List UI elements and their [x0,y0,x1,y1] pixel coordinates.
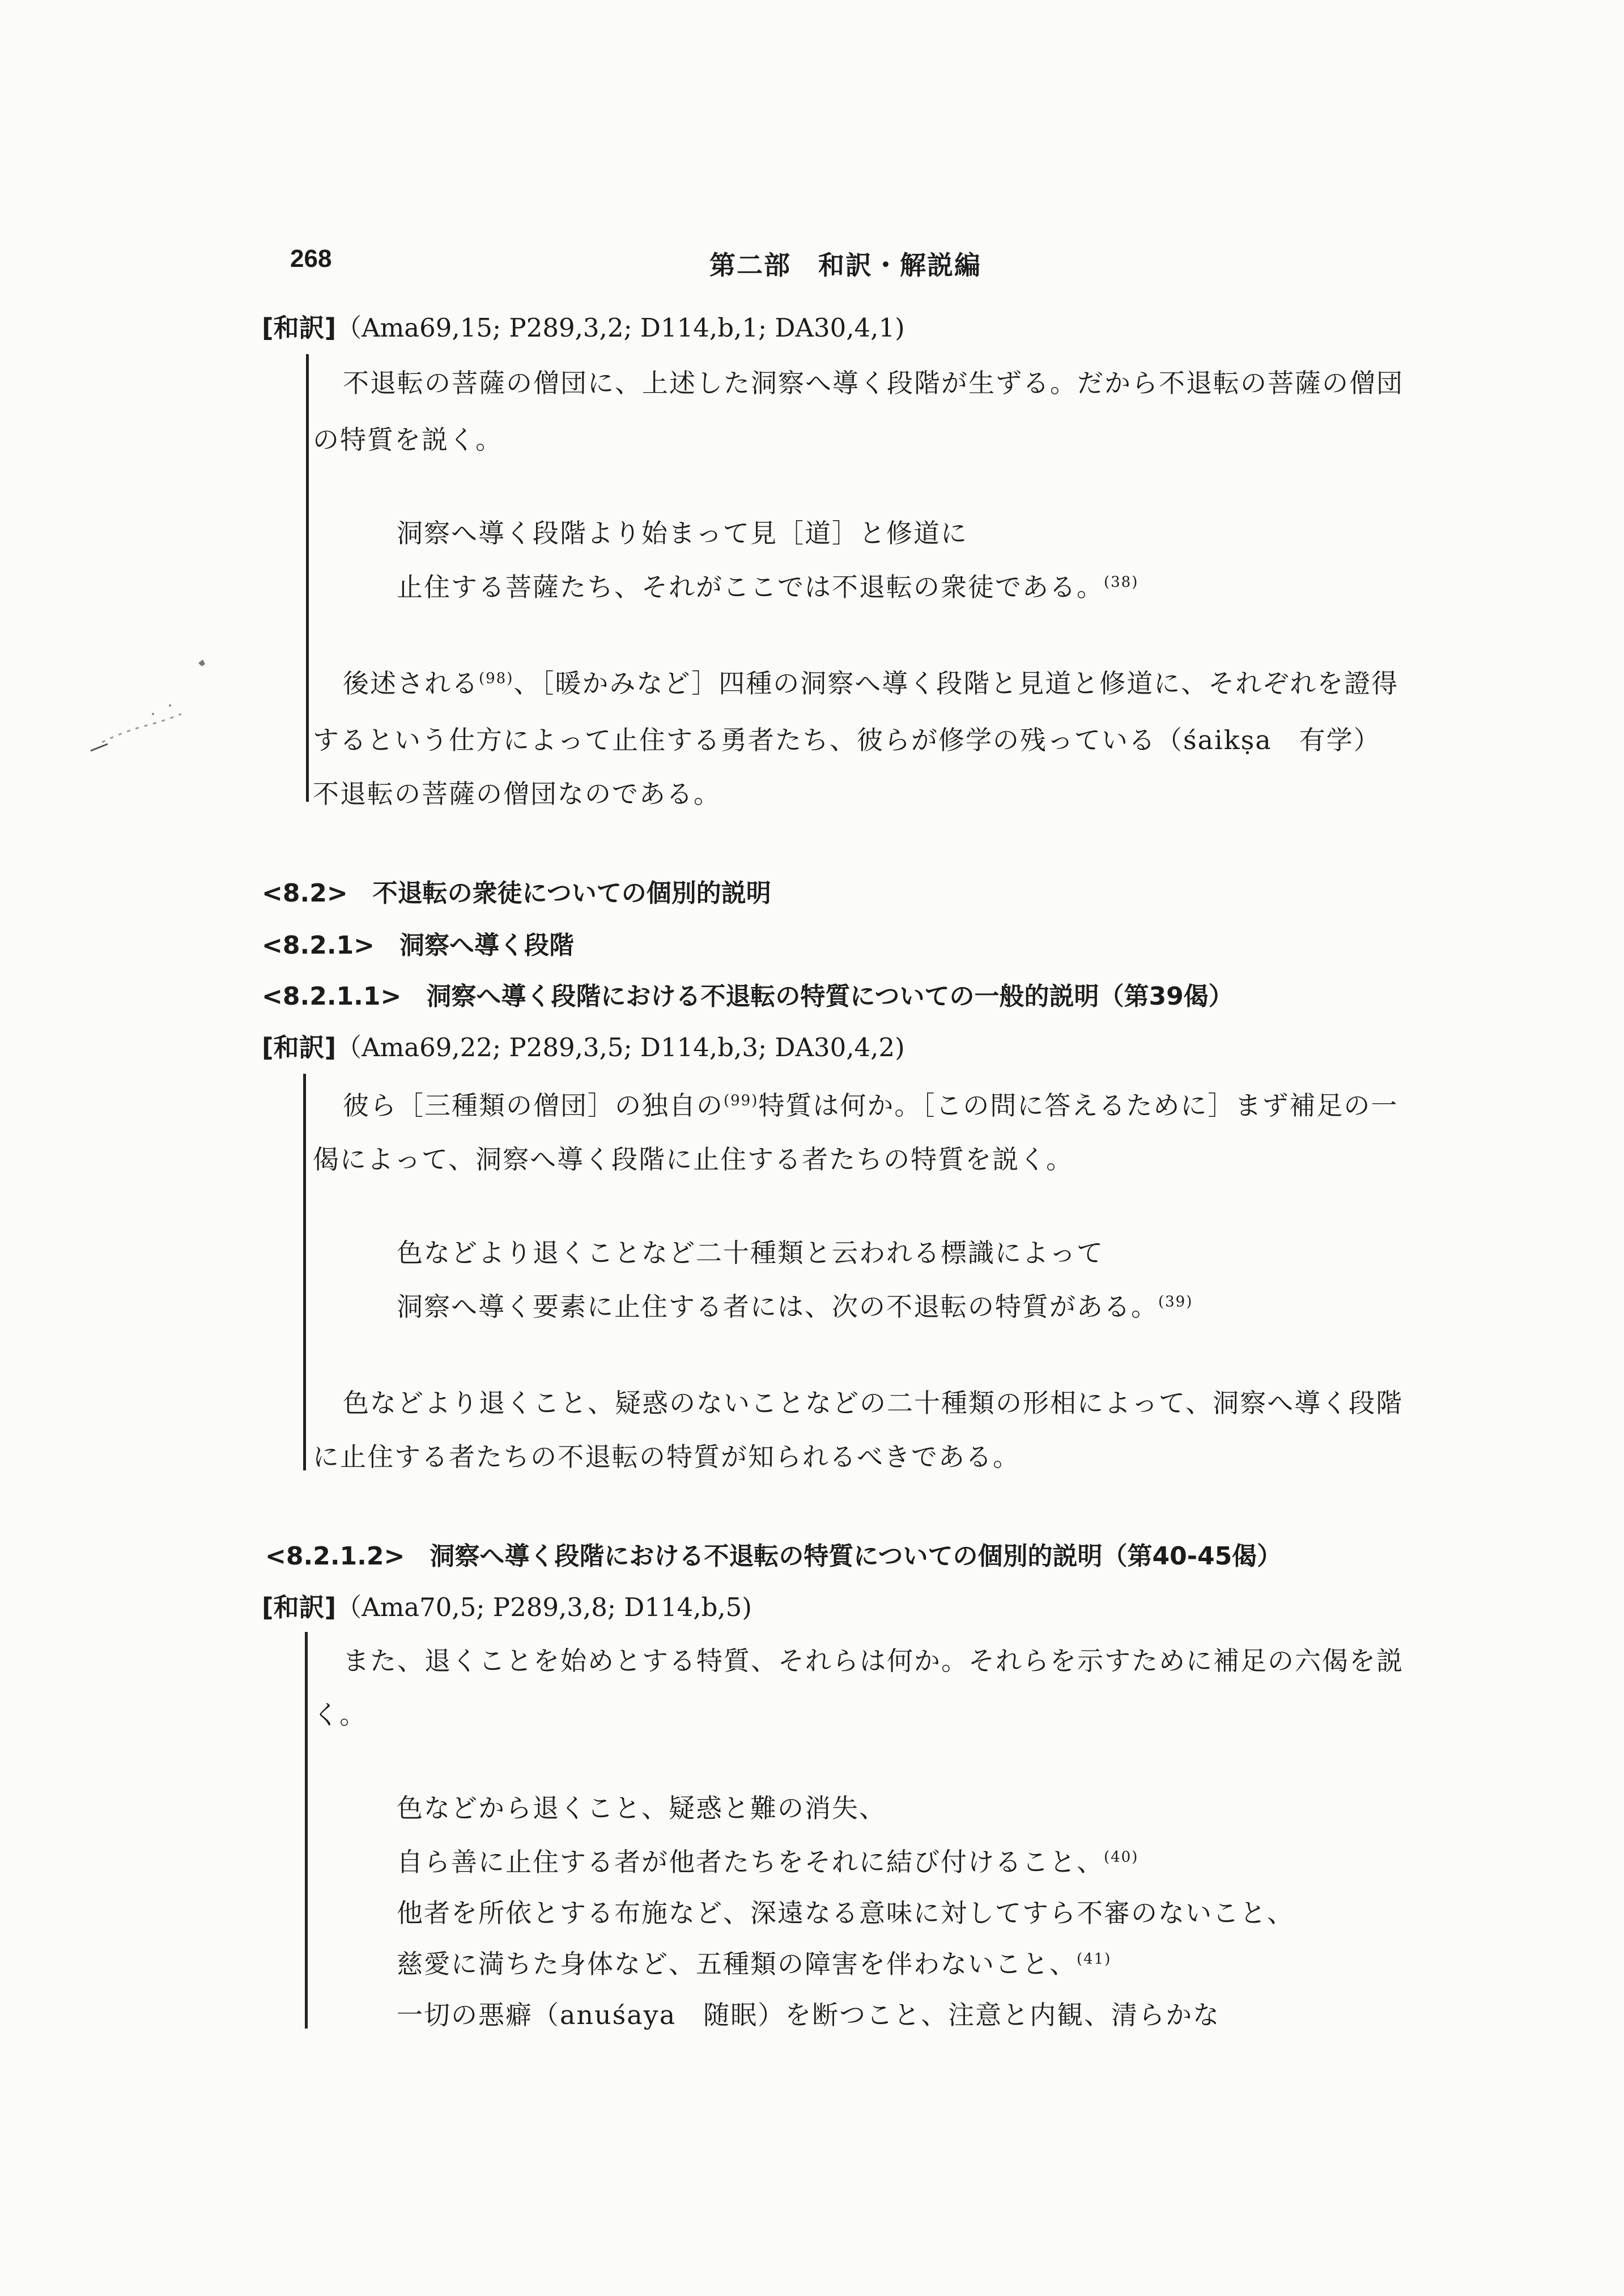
prose-line: 彼ら［三種類の僧団］の独自の$^{(99)}$特質は何か。［この問に答えるために］まず補足の一 [343,1090,1398,1121]
page-number: 268 [290,245,332,273]
citation-text: （Ama69,15; P289,3,2; D114,b,1; DA30,4,1) [336,313,905,343]
quote-bar [303,1074,306,1470]
verse-line: 自ら善に止住する者が他者たちをそれに結び付けること、$^{(40)}$ [397,1847,1139,1877]
verse-line: 洞察へ導く段階より始まって見［道］と修道に [397,518,968,549]
citation-text: （Ama69,22; P289,3,5; D114,b,3; DA30,4,2) [336,1032,905,1062]
translation-citation [262,307,905,344]
verse-line: 洞察へ導く要素に止住する者には、次の不退転の特質がある。$^{(39)}$ [397,1291,1193,1322]
translation-tag: [和訳] [262,1592,337,1622]
verse-line: 止住する菩薩たち、それがここでは不退転の衆徒である。$^{(38)}$ [397,572,1139,602]
scan-marks [85,652,232,765]
prose-line: 色などより退くこと、疑惑のないことなどの二十種類の形相によって、洞察へ導く段階 [343,1388,1404,1418]
prose-line: 不退転の菩薩の僧団に、上述した洞察へ導く段階が生ずる。だから不退転の菩薩の僧団 [343,368,1404,398]
prose-line: するという仕方によって止住する勇者たち、彼らが修学の残っている（śaikṣa 有学） [313,725,1381,755]
verse-line: 他者を所依とする布施など、深遠なる意味に対してすら不審のないこと、 [397,1898,1294,1928]
prose-line: く。 [313,1699,367,1730]
translation-citation [262,1587,752,1623]
prose-line: また、退くことを始めとする特質、それらは何か。それらを示すために補足の六偈を説 [343,1646,1404,1676]
translation-tag: [和訳] [262,1032,337,1062]
running-head: 第二部 和訳・解説編 [709,250,981,280]
prose-line: に止住する者たちの不退転の特質が知られるべきである。 [313,1442,1020,1472]
section-heading: <8.2.1> 洞察へ導く段階 [262,931,575,960]
prose-line: 偈によって、洞察へ導く段階に止住する者たちの特質を説く。 [313,1144,1074,1175]
translation-tag: [和訳] [262,313,337,343]
prose-line: 不退転の菩薩の僧団なのである。 [313,779,721,809]
verse-line: 色などから退くこと、疑惑と難の消失、 [397,1793,886,1823]
translation-citation [262,1027,905,1064]
prose-line: 後述される$^{(98)}$、［暖かみなど］四種の洞察へ導く段階と見道と修道に、それぞれを證得 [343,668,1399,699]
section-heading: <8.2.1.1> 洞察へ導く段階における不退転の特質についての一般的説明（第39偈） [262,982,1234,1011]
quote-bar [306,354,309,802]
section-heading: <8.2> 不退転の衆徒についての個別的説明 [262,879,771,908]
verse-line: 一切の悪癖（anuśaya 随眠）を断つこと、注意と内観、清らかな [397,2000,1221,2030]
citation-text: （Ama70,5; P289,3,8; D114,b,5) [336,1592,752,1622]
prose-line: の特質を説く。 [313,424,503,455]
verse-line: 色などより退くことなど二十種類と云われる標識によって [397,1238,1104,1268]
verse-line: 慈愛に満ちた身体など、五種類の障害を伴わないこと、$^{(41)}$ [397,1949,1112,1979]
section-heading: <8.2.1.2> 洞察へ導く段階における不退転の特質についての個別的説明（第40-45偈） [265,1542,1282,1571]
quote-bar [305,1632,308,2029]
